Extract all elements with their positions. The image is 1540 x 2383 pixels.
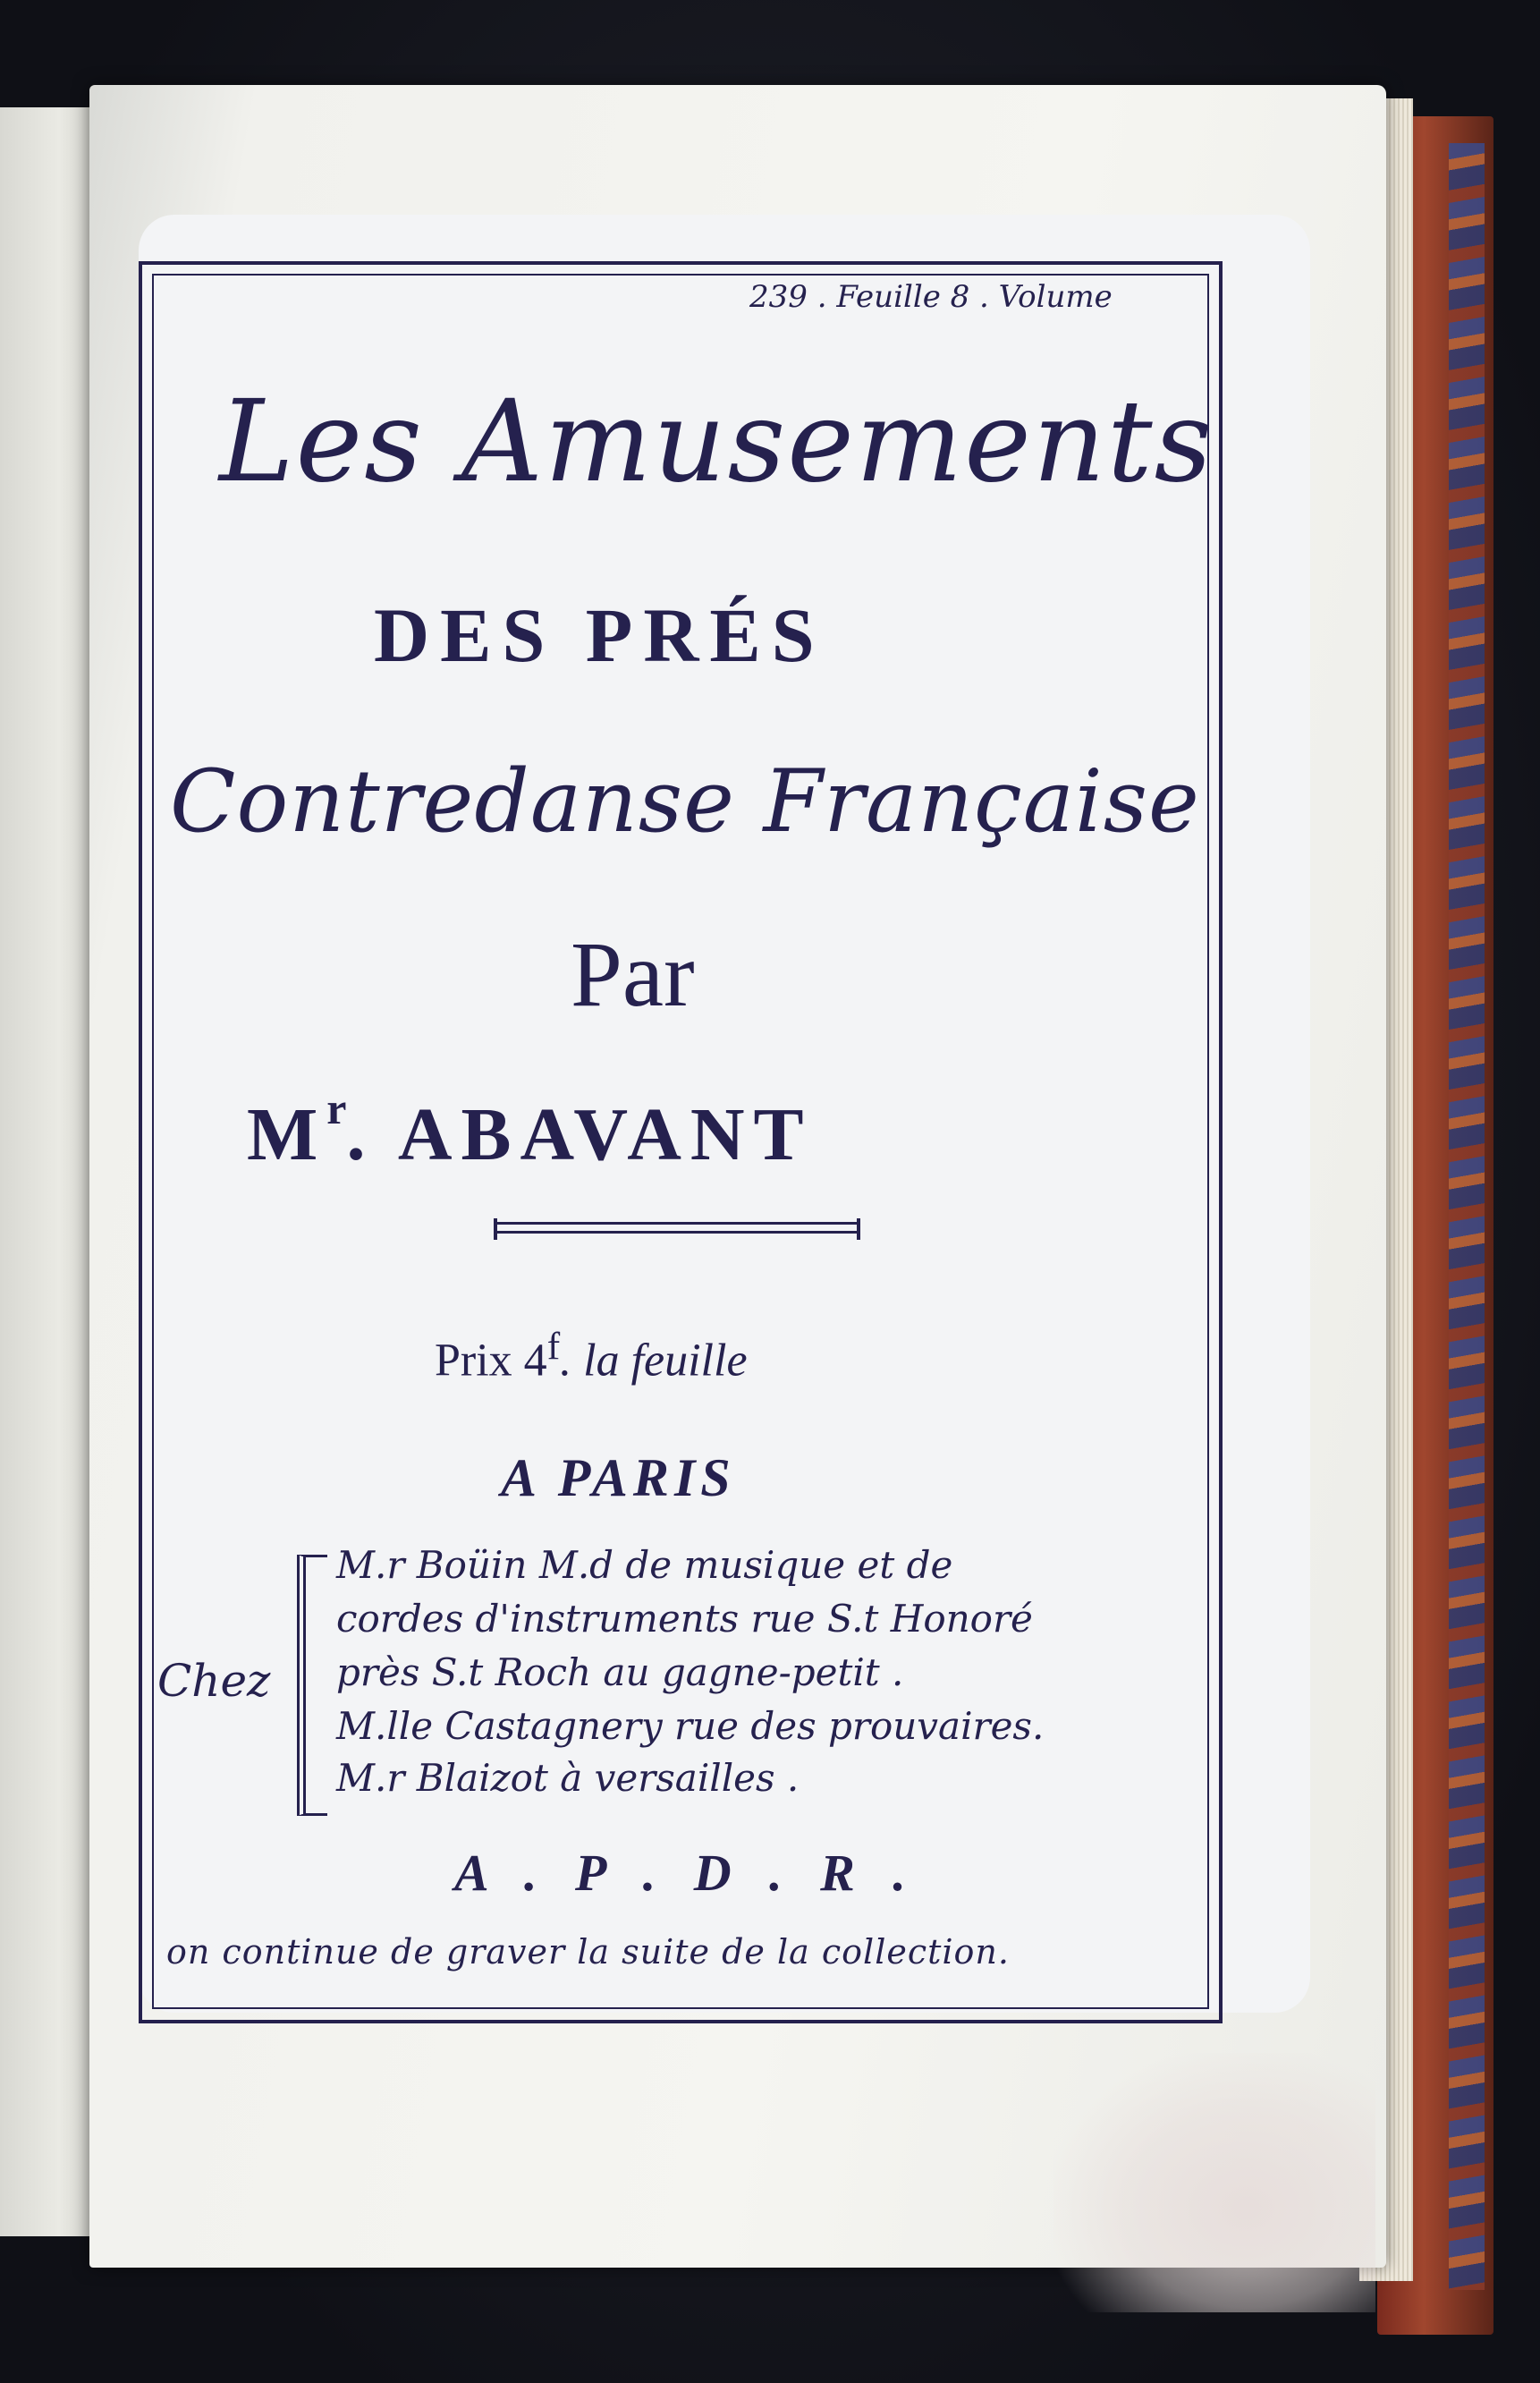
- price-sup: f: [546, 1325, 561, 1368]
- left-page-edge: [0, 107, 98, 2236]
- photo-blemish: [1053, 2053, 1375, 2312]
- author-sup: r: [326, 1083, 347, 1133]
- volume-line: 239 . Feuille 8 . Volume: [749, 279, 1113, 315]
- address-line: M.r Boüin M.d de musique et de: [336, 1543, 953, 1587]
- par-label: Par: [571, 923, 695, 1026]
- address-line: cordes d'instruments rue S.t Honoré: [336, 1597, 1033, 1641]
- footer-note: on continue de graver la suite de la collection.: [166, 1932, 1010, 1972]
- author-line: [247, 1082, 813, 1178]
- privilege-line: A . P . D . R .: [454, 1844, 918, 1902]
- publisher-city: A PARIS: [501, 1448, 736, 1507]
- title-line-2: DES PRÉS: [374, 592, 825, 678]
- address-line: M.lle Castagnery rue des prouvaires.: [336, 1704, 1045, 1748]
- price-line: [435, 1324, 748, 1387]
- price-unit: . la feuille: [560, 1335, 748, 1387]
- rule-cap-left: [494, 1218, 497, 1240]
- rule-line-top: [494, 1222, 860, 1225]
- rule-cap-right: [857, 1218, 860, 1240]
- address-line: près S.t Roch au gagne-petit .: [336, 1650, 904, 1694]
- rule-line-bottom: [494, 1231, 860, 1234]
- title-line-3: Contredanse Française: [170, 751, 1200, 852]
- title-line-1: Les Amusements: [219, 376, 1214, 507]
- author-name: . ABAVANT: [346, 1093, 813, 1176]
- price-label: Prix 4: [435, 1335, 547, 1387]
- address-bracket: [297, 1555, 327, 1816]
- address-line: M.r Blaizot à versailles .: [336, 1756, 800, 1800]
- author-prefix: M: [247, 1093, 327, 1176]
- chez-label: Chez: [157, 1655, 271, 1707]
- marbled-edge: [1449, 143, 1485, 2290]
- double-rule-divider: [494, 1218, 860, 1242]
